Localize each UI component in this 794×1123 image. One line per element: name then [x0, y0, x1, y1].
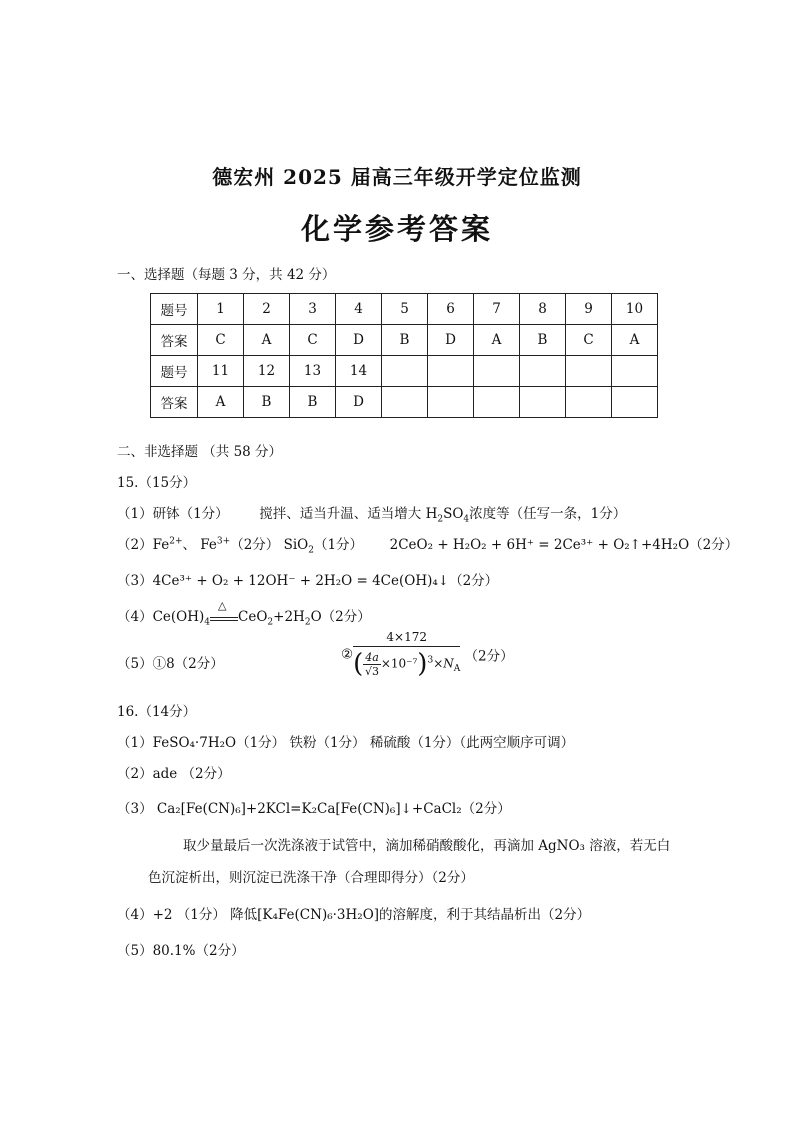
question-number: [428, 356, 474, 387]
answer-cell: C: [290, 325, 336, 356]
q15-part3: （3）4Ce³⁺ + O₂ + 12OH⁻ + 2H₂O = 4Ce(OH)₄↓（2分）: [117, 573, 499, 589]
answer-cell: B: [244, 387, 290, 418]
q15-part5-b: [341, 630, 514, 679]
row-label: 题号: [151, 356, 198, 387]
answer-cell: [474, 387, 520, 418]
answer-cell: B: [290, 387, 336, 418]
section1-heading: 一、选择题（每题 3 分，共 42 分）: [117, 267, 336, 283]
q15-label: 15.（15分）: [117, 475, 197, 491]
q15-part2-equation: 2CeO₂ + H₂O₂ + 6H⁺ = 2Ce³⁺ + O₂↑+4H₂O（2分）: [389, 537, 739, 553]
cube-exponent: 3: [427, 655, 434, 666]
q16-part4: （4）+2 （1分） 降低[K₄Fe(CN)₆·3H₂O]的溶解度，利于其结晶析出（2分）: [117, 907, 591, 923]
row-label: 答案: [151, 325, 198, 356]
question-number: [520, 356, 566, 387]
q15-part2-c: （2分） SiO: [230, 537, 309, 553]
question-number: [612, 356, 658, 387]
q15-part1-b: 搅拌、适当升温、适当增大 H: [259, 506, 438, 522]
answer-cell: A: [612, 325, 658, 356]
question-number: 9: [566, 294, 612, 325]
q15-part2: $(2)Fe^{2+}$、 $Fe^{3+}(2$分） SiO$_2$（1分） 2CeO₂ + H₂O₂ + 6H⁺ = 2Ce³⁺ + O₂↑+4H₂O（2分）: [117, 536, 739, 556]
question-number: 3: [290, 294, 336, 325]
answer-cell: B: [520, 325, 566, 356]
q15-part1-c: 浓度等（任写一条，1分）: [469, 506, 627, 522]
question-number: [474, 356, 520, 387]
section2-heading: 二、非选择题 （共 58 分）: [117, 444, 283, 460]
question-number: [566, 356, 612, 387]
fraction-numerator: 4×172: [353, 630, 460, 647]
q15-part4: $(4)Ce(OH)_4$ △ $CeO_2+2H_2O(2$分）: [117, 599, 371, 628]
power-of-ten: ×10⁻⁷: [380, 656, 418, 671]
question-number: 11: [198, 356, 244, 387]
answer-cell: D: [336, 387, 382, 418]
question-number: 7: [474, 294, 520, 325]
q16-part3-text1: 取少量最后一次洗涤液于试管中，滴加稀硝酸酸化，再滴加 AgNO₃ 溶液，若无白: [183, 838, 671, 854]
q15-part4-d: O（2分）: [310, 609, 371, 625]
answer-cell: C: [198, 325, 244, 356]
q15-part4-a: （4）Ce(OH): [117, 609, 205, 625]
q15-part2-d: （1分）: [313, 537, 364, 553]
table-row: [151, 294, 658, 325]
q15-part5-a: （5）①8（2分）: [117, 656, 224, 672]
table-row: [151, 387, 658, 418]
q15-part2-b: 、 Fe: [182, 537, 217, 553]
subject-title: 化学参考答案: [300, 212, 493, 246]
heat-arrow-icon: △: [210, 610, 238, 621]
answer-table: [150, 293, 658, 418]
question-number: 6: [428, 294, 474, 325]
answer-cell: [566, 387, 612, 418]
answer-cell: D: [336, 325, 382, 356]
density-fraction: [353, 630, 460, 679]
q15-part4-c: +2H: [273, 609, 305, 625]
row-label: 题号: [151, 294, 198, 325]
q15-part5-score: （2分）: [464, 648, 514, 665]
question-number: 4: [336, 294, 382, 325]
answer-cell: A: [244, 325, 290, 356]
q15-part1: （1）研钵（1分） 搅拌、适当升温、适当增大 $H_2SO_4$浓度等（任写一条，1分）: [117, 506, 627, 525]
inner-numerator: 4a: [365, 650, 379, 664]
question-number: [382, 356, 428, 387]
circled-two: ②: [341, 646, 354, 663]
question-number: 14: [336, 356, 382, 387]
question-number: 5: [382, 294, 428, 325]
answer-cell: D: [428, 325, 474, 356]
question-number: 1: [198, 294, 244, 325]
fraction-denominator: ( $\frac{4a}{√3}$ $\times 10^{-7})^3\times N_A$: [353, 649, 461, 679]
exam-title: 德宏州 2025 届高三年级开学定位监测: [212, 165, 582, 189]
answer-cell: C: [566, 325, 612, 356]
table-row: [151, 356, 658, 387]
answer-cell: [428, 387, 474, 418]
answer-cell: [612, 387, 658, 418]
answer-cell: A: [198, 387, 244, 418]
question-number: 2: [244, 294, 290, 325]
question-number: 13: [290, 356, 336, 387]
avogadro: ×N: [433, 656, 454, 671]
row-label: 答案: [151, 387, 198, 418]
question-number: 12: [244, 356, 290, 387]
answer-cell: B: [382, 325, 428, 356]
question-number: 8: [520, 294, 566, 325]
answer-cell: [520, 387, 566, 418]
answer-cell: A: [474, 325, 520, 356]
q16-part3: （3） Ca₂[Fe(CN)₆]+2KCl=K₂Ca[Fe(CN)₆]↓+CaCl₂（2分）: [117, 801, 511, 817]
q16-part1: （1）FeSO₄·7H₂O（1分） 铁粉（1分） 稀硫酸（1分）（此两空顺序可调）: [117, 735, 575, 751]
q15-part4-b: CeO: [238, 609, 268, 625]
inner-denominator: √3: [365, 664, 380, 678]
q16-label: 16.（14分）: [117, 704, 197, 720]
q15-part2-a: （2）Fe: [117, 537, 170, 553]
answer-cell: [382, 387, 428, 418]
question-number: 10: [612, 294, 658, 325]
table-row: [151, 325, 658, 356]
q16-part5: （5）80.1%（2分）: [117, 943, 245, 959]
q16-part3-text2: 色沉淀析出，则沉淀已洗涤干净（合理即得分）（2分）: [148, 870, 474, 886]
q16-part2: （2）ade （2分）: [117, 766, 231, 782]
q15-part1-a: （1）研钵（1分）: [117, 506, 229, 522]
